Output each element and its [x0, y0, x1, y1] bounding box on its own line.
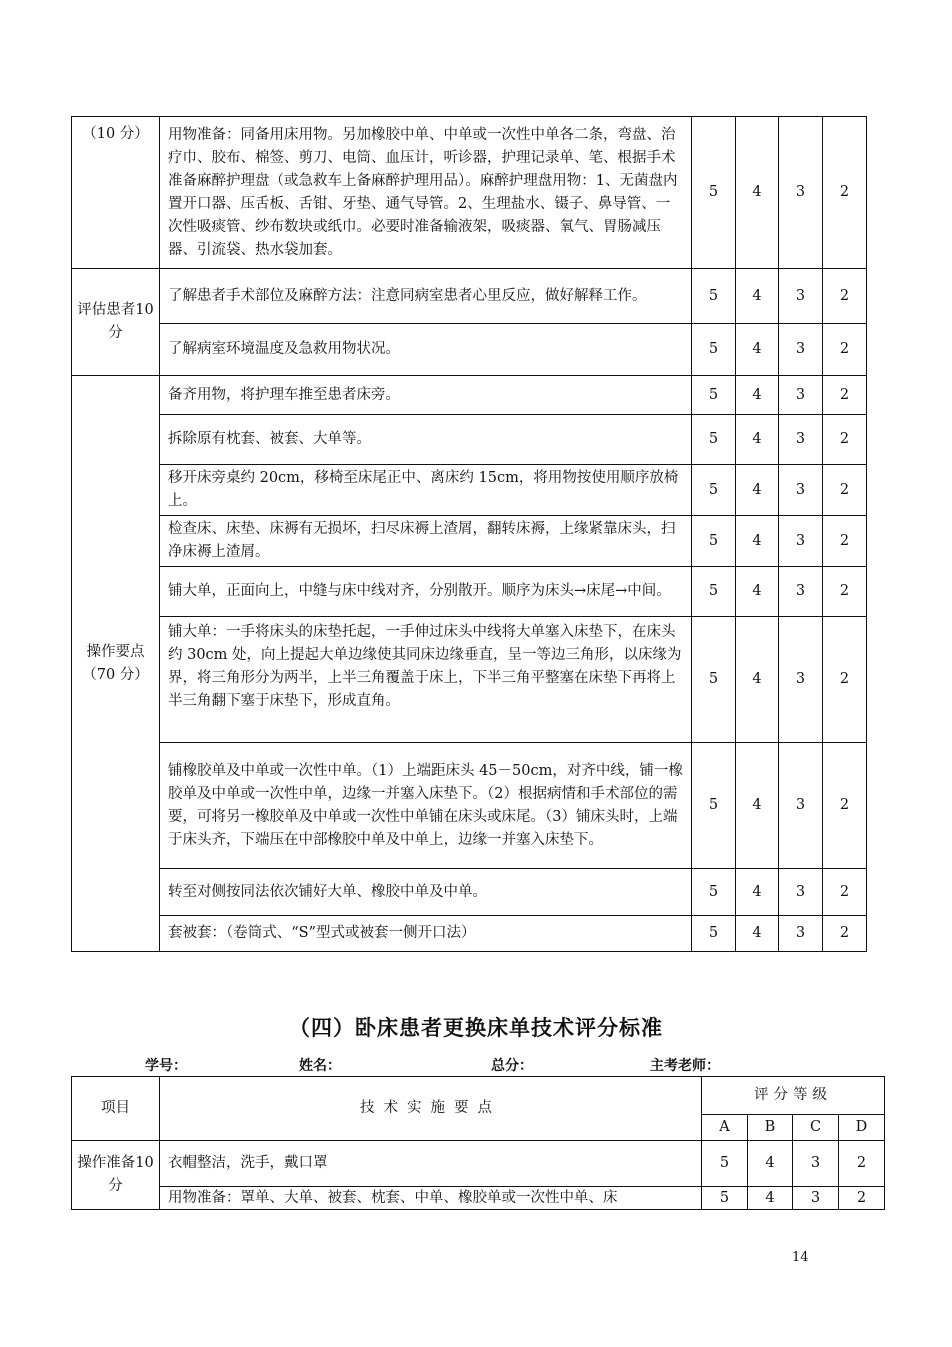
- description-cell: 铺橡胶单及中单或一次性中单。（1）上端距床头 45－50cm，对齐中线，铺一橡胶单及中单或一次性中单，边缘一并塞入床垫下。（2）根据病情和手术部位的需要，可将另一橡胶单及中单或一次性中单铺在床头或床尾。（3）铺床头时，上端于床头齐，下端压在中部橡胶中单及中单上，边缘一并塞入床垫下。: [160, 743, 692, 869]
- description-cell: 用物准备：罩单、大单、被套、枕套、中单、橡胶单或一次性中单、床: [160, 1187, 702, 1210]
- score-c: 3: [779, 465, 823, 516]
- table-row: [72, 743, 867, 869]
- header-grade-b: B: [748, 1115, 793, 1141]
- table-row: [72, 516, 867, 567]
- score-a: 5: [692, 117, 736, 269]
- table-row: [72, 117, 867, 269]
- table-row: [72, 567, 867, 617]
- score-d: 2: [823, 269, 867, 324]
- score-d: 2: [839, 1141, 885, 1187]
- total-score-label: 总分：: [491, 1058, 533, 1074]
- table-row: [72, 916, 867, 952]
- description-cell: 备齐用物，将护理车推至患者床旁。: [160, 376, 692, 415]
- student-id-label: 学号：: [145, 1058, 187, 1074]
- description-cell: 转至对侧按同法依次铺好大单、橡胶中单及中单。: [160, 869, 692, 916]
- category-cell: 评估患者10 分: [72, 269, 160, 376]
- table-row: [72, 324, 867, 376]
- score-a: 5: [702, 1141, 748, 1187]
- header-grade-a: A: [702, 1115, 748, 1141]
- score-b: 4: [748, 1141, 793, 1187]
- table-row: [72, 869, 867, 916]
- description-cell: 铺大单，正面向上，中缝与床中线对齐，分别散开。顺序为床头→床尾→中间。: [160, 567, 692, 617]
- page-number: 14: [792, 1250, 809, 1265]
- table-row: [72, 617, 867, 743]
- description-cell: 铺大单：一手将床头的床垫托起，一手伸过床头中线将大单塞入床垫下，在床头约 30cm 处，向上提起大单边缘使其同床边缘垂直，呈一等边三角形，以床缘为界，将三角形分为两半，上半三角覆盖于床上，下半三角平整塞在床垫下再将上半三角翻下塞于床垫下，形成直角。: [160, 617, 692, 743]
- name-label: 姓名：: [299, 1058, 341, 1074]
- table-row: [72, 269, 867, 324]
- score-c: 3: [779, 415, 823, 465]
- score-b: 4: [736, 376, 779, 415]
- score-b: 4: [736, 465, 779, 516]
- header-points: 技术实施要点: [160, 1077, 702, 1141]
- score-d: 2: [823, 324, 867, 376]
- score-c: 3: [779, 269, 823, 324]
- scoring-table-continued: [71, 116, 867, 952]
- score-c: 3: [779, 869, 823, 916]
- score-a: 5: [692, 516, 736, 567]
- score-a: 5: [692, 869, 736, 916]
- category-cell: 操作要点（70 分）: [72, 376, 160, 952]
- score-d: 2: [823, 617, 867, 743]
- description-cell: 用物准备：同备用床用物。另加橡胶中单、中单或一次性中单各二条，弯盘、治疗巾、胶布、棉签、剪刀、电筒、血压计，听诊器，护理记录单、笔、根据手术准备麻醉护理盘（或急救车上备麻醉护理用品）。麻醉护理盘用物：1、无菌盘内置开口器、压舌板、舌钳、牙垫、通气导管。2、生理盐水、镊子、鼻导管、一次性吸痰管、纱布数块或纸巾。必要时准备输液架，吸痰器、氧气、胃肠减压器、引流袋、热水袋加套。: [160, 117, 692, 269]
- section-title: （四）卧床患者更换床单技术评分标准: [289, 1015, 663, 1040]
- score-d: 2: [823, 869, 867, 916]
- score-b: 4: [736, 324, 779, 376]
- score-b: 4: [736, 415, 779, 465]
- exam-info-row: [0, 1055, 952, 1075]
- score-b: 4: [736, 269, 779, 324]
- description-cell: 检查床、床垫、床褥有无损坏，扫尽床褥上渣屑，翻转床褥，上缘紧靠床头，扫净床褥上渣屑。: [160, 516, 692, 567]
- score-a: 5: [692, 465, 736, 516]
- description-cell: 套被套：（卷筒式、“S”型式或被套一侧开口法）: [160, 916, 692, 952]
- score-c: 3: [779, 376, 823, 415]
- description-cell: 了解病室环境温度及急救用物状况。: [160, 324, 692, 376]
- table-row: [72, 415, 867, 465]
- score-c: 3: [779, 916, 823, 952]
- score-c: 3: [779, 567, 823, 617]
- score-a: 5: [692, 376, 736, 415]
- score-d: 2: [839, 1187, 885, 1210]
- score-a: 5: [692, 324, 736, 376]
- header-grade-c: C: [793, 1115, 839, 1141]
- score-a: 5: [702, 1187, 748, 1210]
- score-c: 3: [793, 1141, 839, 1187]
- score-b: 4: [736, 743, 779, 869]
- header-grade-d: D: [839, 1115, 885, 1141]
- description-cell: 了解患者手术部位及麻醉方法：注意同病室患者心里反应，做好解释工作。: [160, 269, 692, 324]
- score-a: 5: [692, 916, 736, 952]
- table-row: [72, 1141, 885, 1187]
- category-cell: （10 分）: [72, 117, 160, 269]
- table-row: [72, 465, 867, 516]
- score-b: 4: [736, 869, 779, 916]
- table-row: [72, 1187, 885, 1210]
- score-b: 4: [736, 567, 779, 617]
- score-b: 4: [748, 1187, 793, 1210]
- score-b: 4: [736, 117, 779, 269]
- score-a: 5: [692, 743, 736, 869]
- bed-change-scoring-table: [71, 1076, 885, 1210]
- score-c: 3: [779, 516, 823, 567]
- examiner-label: 主考老师：: [650, 1058, 720, 1074]
- score-d: 2: [823, 567, 867, 617]
- score-d: 2: [823, 465, 867, 516]
- score-d: 2: [823, 743, 867, 869]
- score-a: 5: [692, 269, 736, 324]
- score-c: 3: [779, 743, 823, 869]
- score-c: 3: [793, 1187, 839, 1210]
- category-cell: 操作准备10 分: [72, 1141, 160, 1210]
- score-b: 4: [736, 617, 779, 743]
- score-a: 5: [692, 617, 736, 743]
- description-cell: 移开床旁桌约 20cm，移椅至床尾正中、离床约 15cm，将用物按使用顺序放椅上。: [160, 465, 692, 516]
- score-c: 3: [779, 617, 823, 743]
- score-d: 2: [823, 916, 867, 952]
- score-c: 3: [779, 324, 823, 376]
- score-b: 4: [736, 916, 779, 952]
- score-a: 5: [692, 415, 736, 465]
- table-row: [72, 376, 867, 415]
- header-grade: 评分等级: [702, 1077, 885, 1115]
- score-b: 4: [736, 516, 779, 567]
- table-header-row: [72, 1077, 885, 1115]
- header-item: 项目: [72, 1077, 160, 1141]
- score-c: 3: [779, 117, 823, 269]
- score-a: 5: [692, 567, 736, 617]
- description-cell: 拆除原有枕套、被套、大单等。: [160, 415, 692, 465]
- score-d: 2: [823, 415, 867, 465]
- score-d: 2: [823, 516, 867, 567]
- description-cell: 衣帽整洁，洗手，戴口罩: [160, 1141, 702, 1187]
- score-d: 2: [823, 376, 867, 415]
- score-d: 2: [823, 117, 867, 269]
